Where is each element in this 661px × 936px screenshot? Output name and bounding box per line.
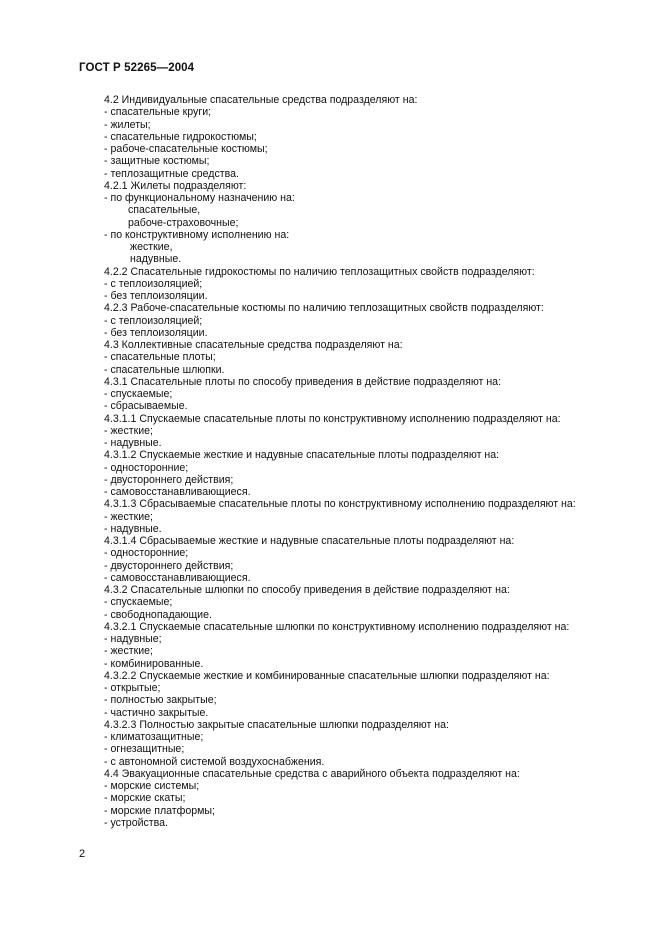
text-line: 4.2 Индивидуальные спасательные средства подразделяют на: bbox=[104, 94, 418, 106]
text-line: надувные. bbox=[130, 253, 182, 266]
text-line: - спасательные шлюпки. bbox=[104, 363, 225, 376]
text-line: спасательные, bbox=[128, 204, 201, 217]
text-line: 4.3 Коллективные спасательные средства подразделяют на: bbox=[104, 339, 403, 351]
text-line: 4.3.2.2 Спускаемые жесткие и комбинированные спасательные шлюпки подразделяют на: bbox=[104, 669, 550, 682]
text-line: - без теплоизоляции. bbox=[104, 290, 208, 302]
text-line: - устройства. bbox=[104, 816, 168, 829]
text-line: 4.3.2.3 Полностью закрытые спасательные шлюпки подразделяют на: bbox=[104, 718, 449, 731]
text-line: - с теплоизоляцией; bbox=[104, 314, 203, 327]
text-line: - полностью закрытые; bbox=[104, 694, 217, 707]
text-line: - жесткие; bbox=[104, 645, 153, 658]
text-line: 4.2.1 Жилеты подразделяют: bbox=[104, 179, 247, 192]
text-line: - самовосстанавливающиеся. bbox=[104, 486, 251, 498]
text-line: 4.3.1.1 Спускаемые спасательные плоты по конструктивному исполнению подразделяют на: bbox=[104, 412, 561, 425]
text-line: - морские системы; bbox=[104, 780, 200, 792]
text-line: 4.3.1 Спасательные плоты по способу приведения в действие подразделяют на: bbox=[104, 375, 502, 388]
text-line: - климатозащитные; bbox=[104, 731, 204, 743]
text-line: - спускаемые; bbox=[104, 596, 173, 609]
text-line: - надувные; bbox=[104, 633, 162, 645]
text-line: - жесткие; bbox=[104, 510, 153, 523]
text-line: 4.3.2.1 Спускаемые спасательные шлюпки по конструктивному исполнению подразделяют на: bbox=[104, 620, 570, 633]
text-line: - частично закрытые. bbox=[104, 706, 209, 719]
document-header: ГОСТ Р 52265—2004 bbox=[79, 62, 195, 74]
text-line: - теплозащитные средства. bbox=[104, 167, 239, 180]
text-line: - по конструктивному исполнению на: bbox=[104, 228, 290, 241]
text-line: - надувные. bbox=[104, 522, 162, 535]
text-line: рабоче-страховочные; bbox=[128, 216, 239, 229]
text-line: - двустороннего действия; bbox=[104, 473, 234, 486]
text-line: - надувные. bbox=[104, 437, 162, 449]
page-number: 2 bbox=[79, 848, 86, 860]
text-line: 4.3.1.4 Сбрасываемые жесткие и надувные спасательные плоты подразделяют на: bbox=[104, 535, 515, 547]
text-line: - спасательные круги; bbox=[104, 106, 212, 119]
text-line: - морские скаты; bbox=[104, 792, 186, 805]
text-line: - без теплоизоляции. bbox=[104, 326, 208, 339]
text-line: - спускаемые; bbox=[104, 388, 173, 400]
text-line: - морские платформы; bbox=[104, 804, 215, 817]
text-line: - комбинированные. bbox=[104, 657, 204, 670]
text-line: 4.2.2 Спасательные гидрокостюмы по наличию теплозащитных свойств подразделяют: bbox=[104, 265, 535, 278]
text-line: 4.2.3 Рабоче-спасательные костюмы по наличию теплозащитных свойств подразделяют: bbox=[104, 302, 544, 315]
text-line: - спасательные плоты; bbox=[104, 351, 216, 364]
text-line: - свободнопадающие. bbox=[104, 608, 212, 621]
document-body bbox=[104, 94, 624, 829]
text-line: 4.3.1.3 Сбрасываемые спасательные плоты по конструктивному исполнению подразделяют на: bbox=[104, 498, 576, 511]
text-line: - огнезащитные; bbox=[104, 743, 185, 756]
text-line: - с автономной системой воздухоснабжения. bbox=[104, 755, 325, 768]
text-line: - жилеты; bbox=[104, 118, 151, 131]
text-line: - самовосстанавливающиеся. bbox=[104, 571, 251, 584]
text-line: - с теплоизоляцией; bbox=[104, 277, 203, 290]
text-line: 4.3.1.2 Спускаемые жесткие и надувные спасательные плоты подразделяют на: bbox=[104, 449, 500, 462]
text-line: 4.4 Эвакуационные спасательные средства с аварийного объекта подразделяют на: bbox=[104, 767, 520, 780]
text-line: - сбрасываемые. bbox=[104, 400, 188, 413]
text-line: - по функциональному назначению на: bbox=[104, 192, 295, 204]
text-line: - защитные костюмы; bbox=[104, 155, 210, 168]
text-line: - двустороннего действия; bbox=[104, 559, 234, 572]
text-line: - рабоче-спасательные костюмы; bbox=[104, 143, 268, 155]
text-line: - спасательные гидрокостюмы; bbox=[104, 130, 257, 143]
text-line: - односторонние; bbox=[104, 547, 189, 560]
text-line: - жесткие; bbox=[104, 424, 153, 437]
text-line: - открытые; bbox=[104, 682, 161, 694]
text-line: жесткие, bbox=[130, 241, 173, 253]
text-line: 4.3.2 Спасательные шлюпки по способу приведения в действие подразделяют на: bbox=[104, 584, 510, 596]
text-line: - односторонние; bbox=[104, 461, 189, 474]
